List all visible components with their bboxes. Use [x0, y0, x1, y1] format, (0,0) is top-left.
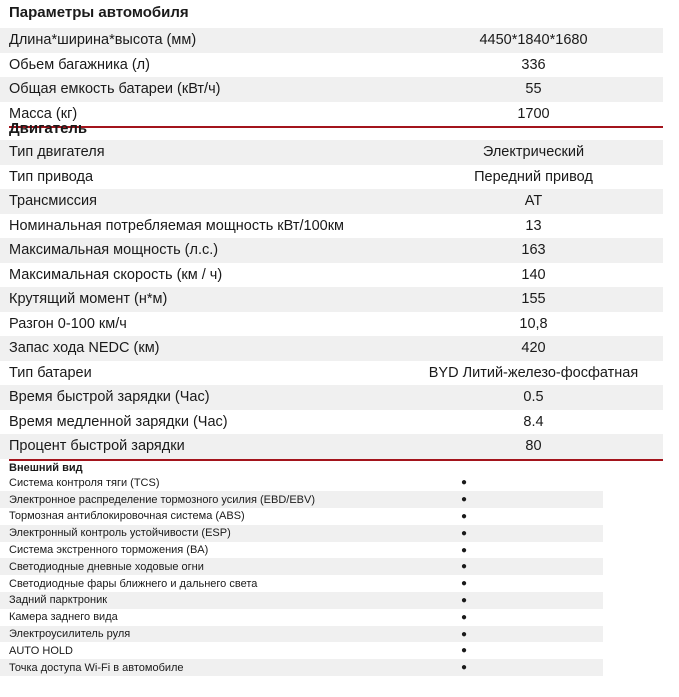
row-value: 140	[521, 266, 546, 283]
section-vehicle-params	[0, 0, 663, 120]
row-value: BYD Литий-железо-фосфатная	[428, 364, 639, 381]
row-label: Электроусилитель руля	[9, 628, 131, 641]
row-label: Тип привода	[9, 168, 94, 185]
row-value: 8.4	[523, 413, 544, 430]
row-label: Крутящий момент (н*м)	[9, 291, 168, 308]
bullet-icon: ●	[460, 578, 468, 590]
row-label: Система экстренного торможения (BA)	[9, 544, 209, 557]
row-label: Трансмиссия	[9, 193, 97, 210]
row-value: 420	[521, 340, 546, 357]
section-title: Внешний вид	[9, 461, 83, 474]
table-row	[0, 575, 603, 592]
row-value: 10,8	[519, 315, 548, 332]
table-row	[0, 28, 663, 53]
bullet-icon: ●	[460, 561, 468, 573]
row-label: Тип двигателя	[9, 144, 105, 161]
row-label: Камера заднего вида	[9, 611, 118, 624]
row-value: 55	[525, 81, 542, 98]
table-row	[0, 336, 663, 361]
row-label: Тип батареи	[9, 364, 92, 381]
table-row	[0, 312, 663, 337]
table-row	[0, 434, 663, 459]
table-row	[0, 361, 663, 386]
row-label: Процент быстрой зарядки	[9, 438, 185, 455]
section-exterior	[0, 461, 663, 677]
table-row	[0, 542, 603, 559]
row-label: Время медленной зарядки (Час)	[9, 413, 228, 430]
table-row	[0, 238, 663, 263]
row-value: 13	[525, 217, 542, 234]
engine-table	[0, 140, 663, 459]
row-label: Общая емкость батареи (кВт/ч)	[9, 81, 221, 98]
table-row	[0, 214, 663, 239]
row-label: Система контроля тяги (TCS)	[9, 476, 160, 489]
row-value: 163	[521, 242, 546, 259]
table-row	[0, 140, 663, 165]
table-row	[0, 659, 603, 676]
row-label: Светодиодные фары ближнего и дальнего света	[9, 577, 258, 590]
row-label: Задний парктроник	[9, 594, 108, 607]
row-value: 155	[521, 291, 546, 308]
table-row	[0, 189, 663, 214]
table-row	[0, 410, 663, 435]
row-label: Точка доступа Wi-Fi в автомобиле	[9, 661, 184, 674]
bullet-icon: ●	[460, 662, 468, 674]
bullet-icon: ●	[460, 527, 468, 539]
row-label: Длина*ширина*высота (мм)	[9, 32, 197, 49]
row-label: Электронный контроль устойчивости (ESP)	[9, 527, 231, 540]
table-row	[0, 53, 663, 78]
bullet-icon: ●	[460, 628, 468, 640]
row-label: Время быстрой зарядки (Час)	[9, 389, 210, 406]
table-row	[0, 525, 603, 542]
table-row	[0, 77, 663, 102]
row-value: 336	[521, 56, 546, 73]
table-row	[0, 287, 663, 312]
bullet-icon: ●	[460, 510, 468, 522]
bullet-icon: ●	[460, 611, 468, 623]
row-value: 4450*1840*1680	[479, 32, 588, 49]
row-value: AT	[524, 193, 543, 210]
table-row	[0, 642, 603, 659]
bullet-icon: ●	[460, 594, 468, 606]
row-label: Запас хода NEDC (км)	[9, 340, 160, 357]
row-label: Обьем багажника (л)	[9, 56, 150, 73]
row-value: 80	[525, 438, 542, 455]
table-row	[0, 385, 663, 410]
row-label: Электронное распределение тормозного усилия (EBD/EBV)	[9, 493, 316, 506]
bullet-icon: ●	[460, 494, 468, 506]
row-label: AUTO HOLD	[9, 644, 73, 657]
table-row	[0, 165, 663, 190]
row-label: Максимальная скорость (км / ч)	[9, 266, 223, 283]
row-label: Масса (кг)	[9, 105, 78, 122]
row-value: Электрический	[482, 144, 585, 161]
row-value: Передний привод	[474, 168, 593, 185]
table-row	[0, 508, 603, 525]
table-row	[0, 263, 663, 288]
table-row	[0, 626, 603, 643]
row-label: Номинальная потребляемая мощность кВт/100км	[9, 217, 345, 234]
row-label: Разгон 0-100 км/ч	[9, 315, 127, 332]
row-label: Максимальная мощность (л.с.)	[9, 242, 219, 259]
row-label: Светодиодные дневные ходовые огни	[9, 560, 204, 573]
row-value: 0.5	[523, 389, 544, 406]
row-value: 1700	[517, 105, 550, 122]
exterior-table	[0, 475, 663, 677]
params-table	[0, 24, 663, 126]
bullet-icon: ●	[460, 544, 468, 556]
row-label: Тормозная антиблокировочная система (ABS)	[9, 510, 245, 523]
table-row	[0, 609, 603, 626]
bullet-icon: ●	[460, 645, 468, 657]
bullet-icon: ●	[460, 477, 468, 489]
section-title: Параметры автомобиля	[9, 4, 189, 21]
section-title: Двигатель	[9, 120, 88, 137]
table-row	[0, 491, 603, 508]
section-engine	[0, 120, 663, 461]
table-row	[0, 558, 603, 575]
table-row	[0, 475, 603, 492]
table-row	[0, 592, 603, 609]
